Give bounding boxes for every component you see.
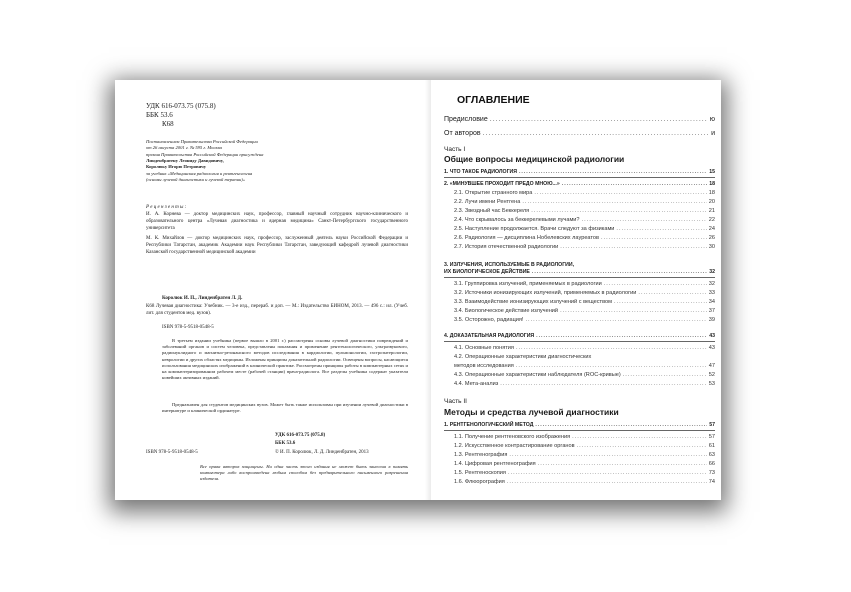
reviewers-title: Р е ц е н з е н т ы : — [146, 205, 187, 210]
part-label: Часть I — [444, 146, 466, 153]
rights-notice: Все права авторов защищены. Ни одна часть этого издания не может быть занесена в память компьютера либо воспроизведена любым способом без предварительного письменного разрешения издателя. — [200, 464, 408, 482]
toc-chapter: 1. РЕНТГЕНОЛОГИЧЕСКИЙ МЕТОД ..... 57 — [444, 422, 715, 428]
abstract-audience: Предназначен для студентов медицинских вузов. Может быть также использован при изучении лучевой диагностики в интернатуре и клинической ординатуре. — [162, 402, 408, 414]
approval-line: Постановлением Правительства Российской Федерации — [146, 139, 258, 144]
approval-line: от 26 августа 2001 г. № 595 г. Москва — [146, 145, 222, 150]
toc-chapter: ИХ БИОЛОГИЧЕСКОЕ ДЕЙСТВИЕ ..... 32 — [444, 269, 715, 275]
approval-line: Королюку Игорю Петровичу — [146, 164, 207, 169]
bbk-code-bold: ББК 53.6 — [275, 441, 296, 446]
toc-section: 2.5. Наступление продолжается. Врачи следуют за физиками ..... 24 — [454, 226, 715, 232]
toc-section: 4.1. Основные понятия ..... 43 — [454, 345, 715, 351]
toc-chapter: 1. ЧТО ТАКОЕ РАДИОЛОГИЯ ..... 15 — [444, 169, 715, 175]
toc-section: 4.4. Мета-анализ ..... 53 — [454, 381, 715, 387]
udk-code: УДК 616-073.75 (075.8) — [146, 102, 216, 110]
toc-section: 2.2. Лучи имени Рентгена ..... 20 — [454, 199, 715, 205]
part-title: Общие вопросы медицинской радиологии — [444, 154, 625, 164]
abstract: В третьем издании учебника (первое вышло в 2001 г.) рассмотрены основы лучевой диагностики повреждений и заболеваний органов и систем человека, представлены показания и применение рентгенологического, ультразвукового, радионуклидного и магнитно-резонансного методов исследования в кардиологии, пульмонологии, гастроэнтерологии, неврологии и других областях медицины. Изложены принципы доказательной радиологии. Освещены вопросы, касающиеся использования медицинских изображений в клинической практике. Рассмотрены принципы работы в компьютерных сетях и на компьютеризированном рабочем месте (рабочей станции) врача-радиолога. Все разделы учебника содержат указатели новейших активных изданий. — [162, 338, 408, 381]
imprint-page — [115, 80, 431, 500]
toc-section: 1.3. Рентгенография ..... 63 — [454, 452, 715, 458]
toc-chapter: 2. «МИНУВШЕЕ ПРОХОДИТ ПРЕДО МНОЮ...» ..... 18 — [444, 181, 715, 187]
toc-section: 4.3. Операционные характеристики наблюдателя (ROC-кривые) ..... 52 — [454, 372, 715, 378]
isbn-footer: ISBN 978-5-9518-0548-5 — [146, 450, 198, 455]
toc-section: 3.4. Биологическое действие излучений ..... 37 — [454, 308, 715, 314]
bbk-code: ББК 53.6 — [146, 111, 173, 119]
toc-chapter-line1: 3. ИЗЛУЧЕНИЯ, ИСПОЛЬЗУЕМЫЕ В РАДИОЛОГИИ, — [444, 262, 575, 268]
toc-section: 3.3. Взаимодействие ионизирующих излучений с веществом ..... 34 — [454, 299, 715, 305]
reviewer-2: М. К. Михайлов — доктор медицинских наук, профессор, заслуженный деятель науки Российской Федерации и Республики Татарстан, академик Академии наук Республики Татарстан, заведующий кафедрой лучевой диагностики Казанской государственной медицинской академии — [146, 236, 408, 255]
udk-code-bold: УДК 616-073.75 (075.8) — [275, 433, 326, 438]
toc-chapter: 4. ДОКАЗАТЕЛЬНАЯ РАДИОЛОГИЯ ..... 43 — [444, 333, 715, 339]
toc-section: 2.7. История отечественной радиологии ..... 30 — [454, 244, 715, 250]
toc-entry: От авторов ..... и — [444, 130, 715, 137]
approval-line: (основы лучевой диагностики и лучевой терапии)» — [146, 177, 246, 182]
book-spread — [115, 80, 721, 500]
toc-section: 2.6. Радиология — дисциплина Нобелевских лауреатов ..... 26 — [454, 235, 715, 241]
toc-title: ОГЛАВЛЕНИЕ — [457, 94, 530, 106]
part-title: Методы и средства лучевой диагностики — [444, 407, 619, 417]
toc-section: 3.2. Источники ионизирующих излучений, применяемых в радиологии ..... 33 — [454, 290, 715, 296]
toc-section: методов исследования ..... 47 — [454, 363, 715, 369]
approval-line: Линденбратену Леониду Давидовичу, — [146, 158, 224, 163]
author-mark: К68 — [162, 120, 174, 128]
toc-section: 1.4. Цифровая рентгенография ..... 66 — [454, 461, 715, 467]
approval-line: за учебник «Медицинская радиология и рентгенология — [146, 171, 253, 176]
authors-heading: Королюк И. П., Линденбратен Л. Д. — [162, 296, 243, 301]
toc-section: 1.6. Флюорография ..... 74 — [454, 479, 715, 485]
toc-section: 1.2. Искусственное контрастирование органов ..... 61 — [454, 443, 715, 449]
toc-section: 1.5. Рентгеноскопия ..... 73 — [454, 470, 715, 476]
toc-page — [431, 80, 721, 500]
toc-section-line1: 4.2. Операционные характеристики диагностических — [454, 354, 592, 360]
copyright: © И. П. Королюк, Л. Д. Линденбратен, 2013 — [275, 450, 369, 455]
toc-section: 3.5. Осторожно, радиация! ..... 39 — [454, 317, 715, 323]
toc-section: 2.4. Что скрывалось за беккерелевыми лучами? ..... 22 — [454, 217, 715, 223]
toc-section: 2.3. Звездный час Беккереля ..... 21 — [454, 208, 715, 214]
part-label: Часть II — [444, 398, 467, 405]
approval-line: премия Правительства Российской Федерации присуждена — [146, 152, 264, 157]
isbn: ISBN 978-5-9518-0548-5 — [162, 325, 214, 330]
reviewer-1: И. А. Корнева — доктор медицинских наук, профессор, главный научный сотрудник научно-клинического и образовательного центра «Лучевая диагностика и ядерная медицина» Санкт-Петербургского государственного университета — [146, 212, 408, 231]
toc-section: 1.1. Получение рентгеновского изображения ..... 57 — [454, 434, 715, 440]
toc-section: 3.1. Группировка излучений, применяемых в радиологии ..... 32 — [454, 281, 715, 287]
toc-section: 2.1. Открытие странного мира ..... 18 — [454, 190, 715, 196]
toc-entry: Предисловие ..... ю — [444, 116, 715, 123]
bibliographic-record: К68 Лучевая диагностика: Учебник. — 3-е изд., перераб. и доп. — М.: Издательство БИНОМ, 2013. — 496 с.: ил. (Учеб. лит. для студентов мед. вузов). — [146, 304, 408, 316]
